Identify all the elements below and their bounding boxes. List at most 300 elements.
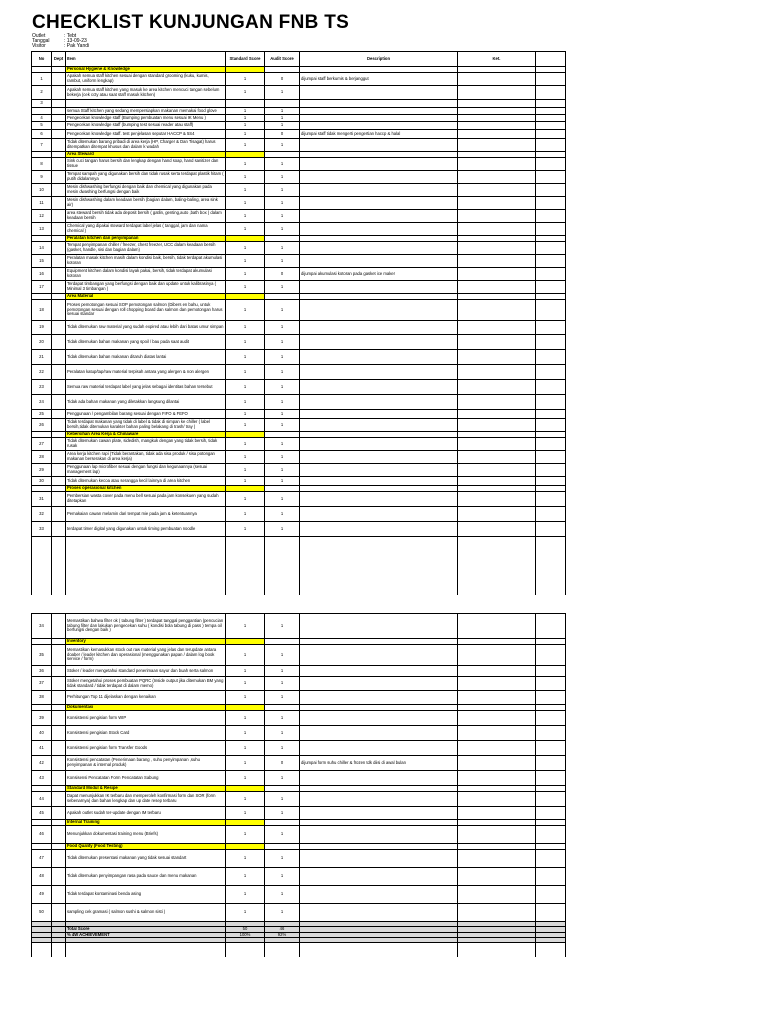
cell-item: Memastikan kemasukkan stock out raw material yang jelas dan terupdate antara doaber / leader kitchen dan operasional (menggunakan papan / dalam log book service / form) bbox=[66, 645, 226, 666]
document-title: CHECKLIST KUNJUNGAN FNB TS bbox=[32, 12, 350, 33]
cell-description bbox=[300, 726, 458, 741]
cell-no: 11 bbox=[32, 197, 52, 210]
cell-item: Tidak terdapat makanan yang tidak di label & tidak di simpan ke chiller ( label bersih,tidak ditemukan karakter bahan paling belakang di trash/ tray ) bbox=[66, 419, 226, 432]
cell-audit: 1 bbox=[265, 904, 300, 922]
cell-item: Apakah semua staff kitchen yang masuk ke area kitchen mencuci tangan sebelum bekerja (cek ccty atau saat staff masuk kitchen) bbox=[66, 86, 226, 100]
cell-dept bbox=[52, 365, 66, 380]
cell-item: Penggunaan / pengambilan barang sesuai dengan FIFO & FEFO bbox=[66, 410, 226, 419]
cell-extra bbox=[536, 300, 566, 321]
cell-extra bbox=[536, 350, 566, 365]
cell-standard bbox=[226, 100, 265, 108]
total-audit: 92% bbox=[265, 932, 300, 938]
cell-extra bbox=[536, 86, 566, 100]
cell-no: 43 bbox=[32, 771, 52, 786]
meta-row bbox=[32, 44, 89, 49]
cell-ket bbox=[458, 711, 536, 726]
table-row bbox=[32, 741, 566, 756]
cell-extra bbox=[536, 321, 566, 335]
table-row bbox=[32, 281, 566, 294]
cell-no: 48 bbox=[32, 868, 52, 886]
cell-audit: 1 bbox=[265, 321, 300, 335]
cell-description: dijumpai staff berkumis & berjanggut bbox=[300, 73, 458, 86]
cell-standard: 1 bbox=[226, 477, 265, 486]
cell-audit: 1 bbox=[265, 850, 300, 868]
cell-audit: 1 bbox=[265, 410, 300, 419]
cell-standard: 1 bbox=[226, 492, 265, 507]
cell-description bbox=[300, 438, 458, 451]
cell-standard: 1 bbox=[226, 130, 265, 139]
cell-description bbox=[300, 477, 458, 486]
cell-extra bbox=[536, 771, 566, 786]
cell-extra bbox=[536, 335, 566, 350]
cell-description bbox=[300, 904, 458, 922]
cell-description bbox=[300, 122, 458, 130]
cell-dept bbox=[52, 380, 66, 395]
cell-no: 2 bbox=[32, 86, 52, 100]
cell-audit: 1 bbox=[265, 184, 300, 197]
cell-description bbox=[300, 771, 458, 786]
cell-ket bbox=[458, 771, 536, 786]
cell-extra bbox=[536, 268, 566, 281]
section-label: Peralatan kitchen dan penyimpanan bbox=[66, 236, 226, 242]
cell-extra bbox=[536, 139, 566, 152]
cell-extra bbox=[536, 115, 566, 122]
cell-empty bbox=[536, 943, 566, 958]
cell-audit: 1 bbox=[265, 350, 300, 365]
cell-dept bbox=[52, 419, 66, 432]
cell-audit: 1 bbox=[265, 438, 300, 451]
cell-description bbox=[300, 321, 458, 335]
cell-ket bbox=[458, 666, 536, 677]
cell-dept bbox=[52, 158, 66, 171]
meta-label: Tanggal bbox=[32, 38, 50, 45]
cell-ket bbox=[458, 464, 536, 477]
cell-standard: 1 bbox=[226, 419, 265, 432]
cell-item: Konsistensi pengisian Stock Card bbox=[66, 726, 226, 741]
table-row bbox=[32, 122, 566, 130]
table-row bbox=[32, 395, 566, 410]
cell-standard: 1 bbox=[226, 268, 265, 281]
cell-empty bbox=[66, 943, 226, 958]
cell-dept bbox=[52, 826, 66, 844]
cell-ket bbox=[458, 691, 536, 705]
table-row bbox=[32, 300, 566, 321]
cell-no: 32 bbox=[32, 507, 52, 522]
cell-ket bbox=[458, 410, 536, 419]
cell-extra bbox=[536, 100, 566, 108]
cell-dept bbox=[52, 130, 66, 139]
cell-extra bbox=[536, 850, 566, 868]
cell-standard: 1 bbox=[226, 335, 265, 350]
cell-no: 5 bbox=[32, 122, 52, 130]
cell-item: Tidak ditemukan kecoa atau serangga kecil lainnya di area kitchen bbox=[66, 477, 226, 486]
cell-dept bbox=[52, 410, 66, 419]
section-label: Area Steward bbox=[66, 152, 226, 158]
cell-no: 40 bbox=[32, 726, 52, 741]
cell-description bbox=[300, 86, 458, 100]
cell-dept bbox=[52, 677, 66, 691]
total-standard: 100% bbox=[226, 932, 265, 938]
cell-audit: 0 bbox=[265, 268, 300, 281]
cell-ket bbox=[458, 171, 536, 184]
cell-description bbox=[300, 108, 458, 115]
total-label: Total Score bbox=[66, 927, 226, 933]
cell-no: 25 bbox=[32, 410, 52, 419]
cell-no bbox=[32, 108, 52, 115]
cell-audit: 1 bbox=[265, 86, 300, 100]
cell-ket bbox=[458, 86, 536, 100]
header-dept: Dept bbox=[52, 52, 66, 67]
cell-extra bbox=[536, 410, 566, 419]
total-standard: 50 bbox=[226, 927, 265, 933]
table-row bbox=[32, 419, 566, 432]
cell-no: 29 bbox=[32, 464, 52, 477]
table-row bbox=[32, 507, 566, 522]
cell-ket bbox=[458, 395, 536, 410]
cell-item: Peralatan katup/tap/raw material terpisah antara yang alergen & non alergen bbox=[66, 365, 226, 380]
cell-extra bbox=[536, 691, 566, 705]
cell-audit: 1 bbox=[265, 197, 300, 210]
cell-no: 28 bbox=[32, 451, 52, 464]
table-row bbox=[32, 677, 566, 691]
cell-extra bbox=[536, 792, 566, 807]
cell-description bbox=[300, 451, 458, 464]
cell-extra bbox=[536, 711, 566, 726]
cell-audit: 1 bbox=[265, 380, 300, 395]
cell-audit: 1 bbox=[265, 464, 300, 477]
cell-standard: 1 bbox=[226, 666, 265, 677]
cell-extra bbox=[536, 255, 566, 268]
table-row bbox=[32, 100, 566, 108]
cell-description: dijumpai akumulasi kotoran pada gasket ice maker bbox=[300, 268, 458, 281]
cell-item: Tidak ditemukan presentasi makanan yang tidak sesuai standart bbox=[66, 850, 226, 868]
cell-audit: 1 bbox=[265, 210, 300, 223]
table-row bbox=[32, 350, 566, 365]
cell-description bbox=[300, 171, 458, 184]
cell-no: 47 bbox=[32, 850, 52, 868]
cell-ket bbox=[458, 223, 536, 236]
cell-item: Penggunaan lap microfiber sesuai dengan fungsi dan kegunaannya (sesuai management lap) bbox=[66, 464, 226, 477]
meta-value: : 13-09-23 bbox=[64, 38, 87, 45]
cell-dept bbox=[52, 522, 66, 537]
cell-empty bbox=[536, 537, 566, 596]
cell-extra bbox=[536, 451, 566, 464]
cell-empty bbox=[52, 537, 66, 596]
cell-standard: 1 bbox=[226, 223, 265, 236]
cell-audit: 1 bbox=[265, 677, 300, 691]
cell-description bbox=[300, 242, 458, 255]
cell-extra bbox=[536, 677, 566, 691]
cell-extra bbox=[536, 477, 566, 486]
cell-dept bbox=[52, 741, 66, 756]
table-row bbox=[32, 726, 566, 741]
cell-description bbox=[300, 507, 458, 522]
meta-value: : Tebt bbox=[64, 33, 77, 39]
cell-dept bbox=[52, 395, 66, 410]
cell-standard: 1 bbox=[226, 350, 265, 365]
cell-item: Dapat menunjukkan IK terbaru dan memperoleh konfirmasi form dan SOR (form sebenarnya) dan bahan lengkap dan up date resep terbaru bbox=[66, 792, 226, 807]
cell-no: 50 bbox=[32, 904, 52, 922]
cell-audit: 1 bbox=[265, 300, 300, 321]
cell-dept bbox=[52, 184, 66, 197]
table-row bbox=[32, 691, 566, 705]
cell-extra bbox=[536, 904, 566, 922]
cell-ket bbox=[458, 268, 536, 281]
cell-dept bbox=[52, 666, 66, 677]
cell-no: 45 bbox=[32, 807, 52, 820]
cell-ket bbox=[458, 139, 536, 152]
cell-dept bbox=[52, 886, 66, 904]
cell-description bbox=[300, 419, 458, 432]
cell-audit: 1 bbox=[265, 741, 300, 756]
cell-empty bbox=[66, 537, 226, 596]
cell-ket bbox=[458, 242, 536, 255]
cell-dept bbox=[52, 100, 66, 108]
cell-standard: 1 bbox=[226, 197, 265, 210]
cell-dept bbox=[52, 614, 66, 639]
cell-audit: 1 bbox=[265, 771, 300, 786]
cell-extra bbox=[536, 807, 566, 820]
cell-extra bbox=[536, 395, 566, 410]
cell-audit: 1 bbox=[265, 365, 300, 380]
checklist-table-page1 bbox=[31, 51, 566, 595]
cell-audit: 1 bbox=[265, 645, 300, 666]
cell-standard: 1 bbox=[226, 771, 265, 786]
table-row bbox=[32, 223, 566, 236]
cell-ket bbox=[458, 645, 536, 666]
cell-no: 8 bbox=[32, 158, 52, 171]
table-row bbox=[32, 410, 566, 419]
cell-description bbox=[300, 281, 458, 294]
cell-audit: 1 bbox=[265, 158, 300, 171]
cell-item: Pengecekan knowledge staff (Bumping pembuatan menu sesuai IK Menu ) bbox=[66, 115, 226, 122]
cell-description bbox=[300, 807, 458, 820]
cell-dept bbox=[52, 464, 66, 477]
cell-ket bbox=[458, 451, 536, 464]
cell-standard: 1 bbox=[226, 73, 265, 86]
table-row bbox=[32, 666, 566, 677]
cell-item: Tidak ditemukan penyimpangan rasa pada sauce dan menu makanan bbox=[66, 868, 226, 886]
cell-ket bbox=[458, 614, 536, 639]
cell-standard: 1 bbox=[226, 451, 265, 464]
cell-item: Sink cuci tangan harus bersih dan lengkap dengan hand soap, hand sanitizer dan tissue bbox=[66, 158, 226, 171]
cell-audit: 1 bbox=[265, 792, 300, 807]
cell-no: 9 bbox=[32, 171, 52, 184]
cell-description bbox=[300, 826, 458, 844]
table-row bbox=[32, 380, 566, 395]
cell-standard: 1 bbox=[226, 171, 265, 184]
table-row bbox=[32, 826, 566, 844]
cell-ket bbox=[458, 210, 536, 223]
cell-item bbox=[66, 100, 226, 108]
cell-item: Perhitungan Top 11 dijelaskan dengan kenaikan bbox=[66, 691, 226, 705]
cell-no: 37 bbox=[32, 677, 52, 691]
cell-extra bbox=[536, 197, 566, 210]
cell-dept bbox=[52, 756, 66, 771]
cell-description bbox=[300, 350, 458, 365]
cell-dept bbox=[52, 108, 66, 115]
cell-no: 39 bbox=[32, 711, 52, 726]
cell-item: Konsisensi Pencatatan Form Pencatatan Sabung bbox=[66, 771, 226, 786]
total-label: % 4W ACHIEVEMENT bbox=[66, 932, 226, 938]
cell-empty bbox=[265, 537, 300, 596]
cell-dept bbox=[52, 300, 66, 321]
cell-no: 19 bbox=[32, 321, 52, 335]
cell-item: Tidak ditemukan bahan makanan yang spoil / bau pada saat audit bbox=[66, 335, 226, 350]
cell-dept bbox=[52, 268, 66, 281]
cell-audit: 1 bbox=[265, 666, 300, 677]
cell-no: 17 bbox=[32, 281, 52, 294]
cell-ket bbox=[458, 197, 536, 210]
cell-audit: 1 bbox=[265, 395, 300, 410]
cell-empty bbox=[32, 943, 52, 958]
cell-ket bbox=[458, 756, 536, 771]
meta-value: : Pak Yandi bbox=[64, 43, 90, 50]
table-row bbox=[32, 645, 566, 666]
cell-standard: 1 bbox=[226, 614, 265, 639]
cell-extra bbox=[536, 756, 566, 771]
cell-dept bbox=[52, 807, 66, 820]
table-row bbox=[32, 807, 566, 820]
cell-no: 13 bbox=[32, 223, 52, 236]
cell-audit: 1 bbox=[265, 886, 300, 904]
cell-extra bbox=[536, 492, 566, 507]
table-row bbox=[32, 268, 566, 281]
cell-ket bbox=[458, 807, 536, 820]
cell-audit: 1 bbox=[265, 122, 300, 130]
table-row bbox=[32, 242, 566, 255]
cell-no: 3 bbox=[32, 100, 52, 108]
cell-no: 4 bbox=[32, 115, 52, 122]
cell-extra bbox=[536, 365, 566, 380]
cell-extra bbox=[536, 726, 566, 741]
cell-description bbox=[300, 365, 458, 380]
cell-dept bbox=[52, 904, 66, 922]
table-row bbox=[32, 255, 566, 268]
cell-ket bbox=[458, 741, 536, 756]
cell-ket bbox=[458, 122, 536, 130]
cell-dept bbox=[52, 792, 66, 807]
cell-dept bbox=[52, 335, 66, 350]
cell-dept bbox=[52, 691, 66, 705]
cell-extra bbox=[536, 108, 566, 115]
cell-audit: 1 bbox=[265, 826, 300, 844]
cell-standard: 1 bbox=[226, 522, 265, 537]
cell-extra bbox=[536, 380, 566, 395]
cell-item: Tidak terdapat kontaminasi benda asing bbox=[66, 886, 226, 904]
cell-audit: 1 bbox=[265, 711, 300, 726]
cell-description bbox=[300, 691, 458, 705]
cell-audit: 1 bbox=[265, 451, 300, 464]
cell-description bbox=[300, 197, 458, 210]
cell-extra bbox=[536, 171, 566, 184]
cell-standard: 1 bbox=[226, 410, 265, 419]
cell-ket bbox=[458, 522, 536, 537]
cell-item: Pengecekan knowledge staff. test penjelasan seputar HACCP & 5S4 bbox=[66, 130, 226, 139]
cell-standard: 1 bbox=[226, 365, 265, 380]
cell-dept bbox=[52, 115, 66, 122]
cell-item: Mesin dishwashing berfungsi dengan baik dan chemical yang digunakan pada mesin dwashing berfungsi dengan baik bbox=[66, 184, 226, 197]
cell-dept bbox=[52, 139, 66, 152]
table-row bbox=[32, 335, 566, 350]
cell-item: sampling cek gramasi ( salmon sushi & salmon sisti ) bbox=[66, 904, 226, 922]
cell-item: Equipment kitchen dalam kondisi layak pakai, bersih, tidak terdapat akumulasi kotoran bbox=[66, 268, 226, 281]
cell-description bbox=[300, 886, 458, 904]
cell-ket bbox=[458, 868, 536, 886]
cell-no: 27 bbox=[32, 438, 52, 451]
table-row bbox=[32, 792, 566, 807]
cell-dept bbox=[52, 771, 66, 786]
cell-no: 49 bbox=[32, 886, 52, 904]
cell-item: Apakah outlet sudah ter-update dengan IM terbaru bbox=[66, 807, 226, 820]
cell-description bbox=[300, 395, 458, 410]
cell-ket bbox=[458, 507, 536, 522]
cell-ket bbox=[458, 184, 536, 197]
cell-standard: 1 bbox=[226, 645, 265, 666]
cell-standard: 1 bbox=[226, 850, 265, 868]
cell-item: Tidak ditemukan barang pribadi di area kerja (HP, Charger & Dan Tisagat) harus ditempatkan ditempat khusus dan dalam k wadah bbox=[66, 139, 226, 152]
cell-no: 42 bbox=[32, 756, 52, 771]
cell-audit: 1 bbox=[265, 139, 300, 152]
cell-item: Pengecekan knowledge staff (bumping test sesuai reader atau staff) bbox=[66, 122, 226, 130]
cell-standard: 1 bbox=[226, 886, 265, 904]
cell-item: Terdapat timbangan yang berfungsi dengan baik dan update untuk kalibrasinya ( Minimal 3 timbangan ) bbox=[66, 281, 226, 294]
cell-audit: 1 bbox=[265, 281, 300, 294]
meta-label: Visitor bbox=[32, 43, 46, 50]
cell-description bbox=[300, 792, 458, 807]
cell-dept bbox=[52, 242, 66, 255]
cell-audit: 1 bbox=[265, 242, 300, 255]
cell-extra bbox=[536, 614, 566, 639]
table-row bbox=[32, 464, 566, 477]
cell-dept bbox=[52, 868, 66, 886]
cell-no: 46 bbox=[32, 826, 52, 844]
cell-standard: 1 bbox=[226, 122, 265, 130]
cell-item: Mesin dishwashing dalam keadaan bersih (bagian dalam, baling-baling, area sink air) bbox=[66, 197, 226, 210]
cell-standard: 1 bbox=[226, 438, 265, 451]
header-extra bbox=[536, 52, 566, 67]
cell-standard: 1 bbox=[226, 380, 265, 395]
cell-description bbox=[300, 492, 458, 507]
cell-standard: 1 bbox=[226, 158, 265, 171]
cell-item: Tidak ditemukan raw material yang sudah expired atau lebih dari batas umur simpan bbox=[66, 321, 226, 335]
cell-standard: 1 bbox=[226, 395, 265, 410]
cell-description bbox=[300, 850, 458, 868]
cell-ket bbox=[458, 73, 536, 86]
cell-description bbox=[300, 711, 458, 726]
header-ket: Ket. bbox=[458, 52, 536, 67]
cell-no: 16 bbox=[32, 268, 52, 281]
cell-item: semua Staff kitchen yang sedang mempersiapkan makanan memakai food glove bbox=[66, 108, 226, 115]
cell-no: 35 bbox=[32, 645, 52, 666]
cell-description bbox=[300, 335, 458, 350]
cell-standard: 1 bbox=[226, 464, 265, 477]
table-row bbox=[32, 130, 566, 139]
cell-no: 10 bbox=[32, 184, 52, 197]
cell-extra bbox=[536, 741, 566, 756]
blank-row bbox=[32, 943, 566, 958]
table-row bbox=[32, 171, 566, 184]
cell-extra bbox=[536, 868, 566, 886]
cell-description bbox=[300, 210, 458, 223]
cell-ket bbox=[458, 726, 536, 741]
cell-extra bbox=[536, 507, 566, 522]
cell-no: 1 bbox=[32, 73, 52, 86]
cell-ket bbox=[458, 438, 536, 451]
cell-description bbox=[300, 868, 458, 886]
cell-audit: 1 bbox=[265, 507, 300, 522]
cell-item: Tidak ditemukan cawan plate, sidedish, mangkuk dengan yang tidak bersih, tidak rusak bbox=[66, 438, 226, 451]
